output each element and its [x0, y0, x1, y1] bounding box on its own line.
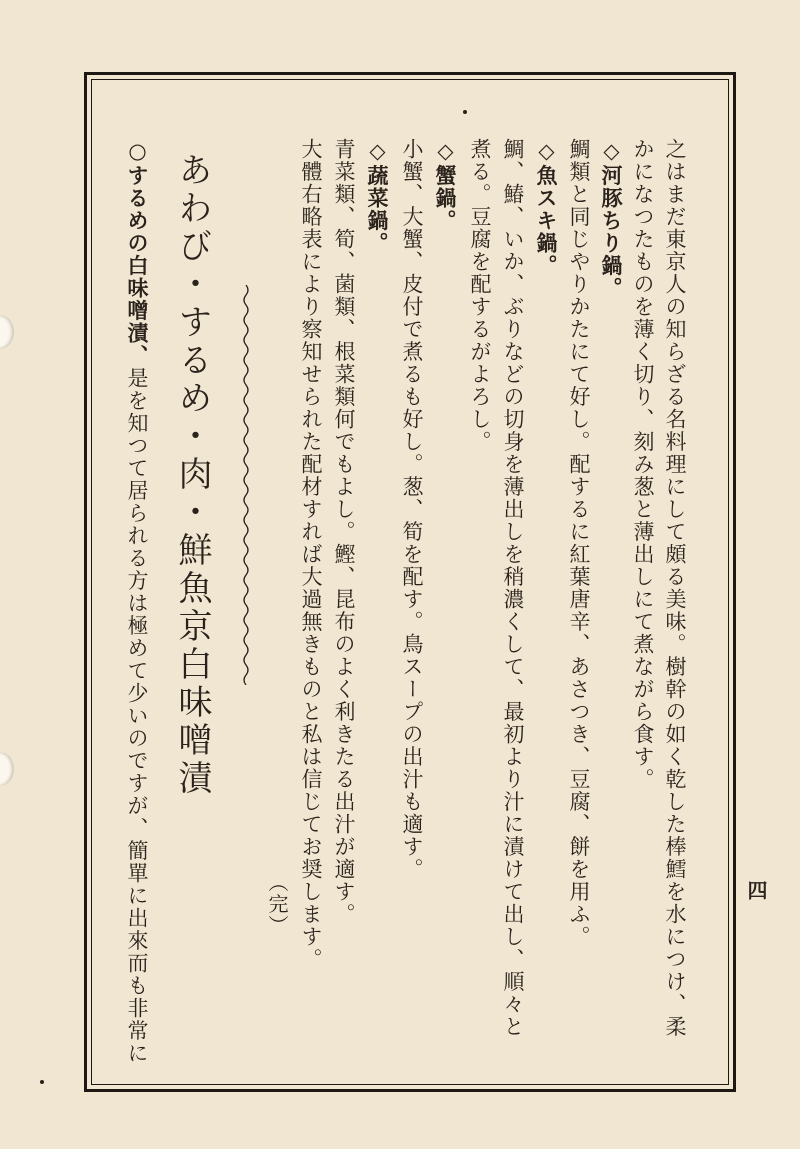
end-mark: （完）	[265, 872, 289, 937]
text-column-11: 青菜類、筍、菌類、根菜類何でもよし。鰹、昆布のよく利きたる出汁が適す。	[332, 138, 356, 926]
lead-body: 是を知つて居られる方は極めて少いのですが、簡單に出來而も非常に	[125, 367, 149, 1065]
text-column-4: 鯛類と同じやりかたにて好し。配するに紅葉唐辛、あさつき、豆腐、餅を用ふ。	[567, 138, 591, 948]
text-column-7: 煮る。豆腐を配するがよろし。	[468, 138, 492, 453]
binder-hole-top	[0, 315, 14, 349]
text-column-2: かになつたものを薄く切り、刻み葱と薄出しにて煮ながら食す。	[631, 138, 655, 791]
lead-heading: ○するめの白味噌漬、	[125, 138, 150, 367]
section-divider-wavy	[236, 285, 256, 685]
section-title: あわび・するめ・肉・鮮魚京白味噌漬	[172, 152, 212, 798]
text-column-lead	[122, 138, 152, 1065]
text-column-12: 大體右略表により察知せられた配材すれば大過無きものと私は信じてお奨します。	[299, 138, 323, 971]
page-number: 四	[744, 880, 768, 900]
text-column-1: 之はまだ東京人の知らざる名料理にして頗る美味。樹幹の如く乾した棒鱈を水につけ、柔	[663, 138, 687, 1038]
binder-hole-bottom	[0, 752, 14, 786]
speck	[463, 110, 467, 114]
speck	[40, 1080, 44, 1084]
heading-sosai-nabe: ◇蔬菜鍋。	[365, 138, 390, 255]
heading-uosuki-nabe: ◇魚スキ鍋。	[534, 138, 559, 277]
heading-kani-nabe: ◇蟹鍋。	[433, 138, 458, 232]
text-column-6: 鯛、鰆、いか、ぶりなどの切身を薄出しを稍濃くして、最初より汁に漬けて出し、順々と	[501, 138, 525, 1038]
heading-fugu-chirinabe: ◇河豚ちり鍋。	[599, 138, 624, 300]
text-column-9: 小蟹、大蟹、皮付で煮るも好し。葱、筍を配す。鳥スープの出汁も適す。	[400, 138, 424, 881]
